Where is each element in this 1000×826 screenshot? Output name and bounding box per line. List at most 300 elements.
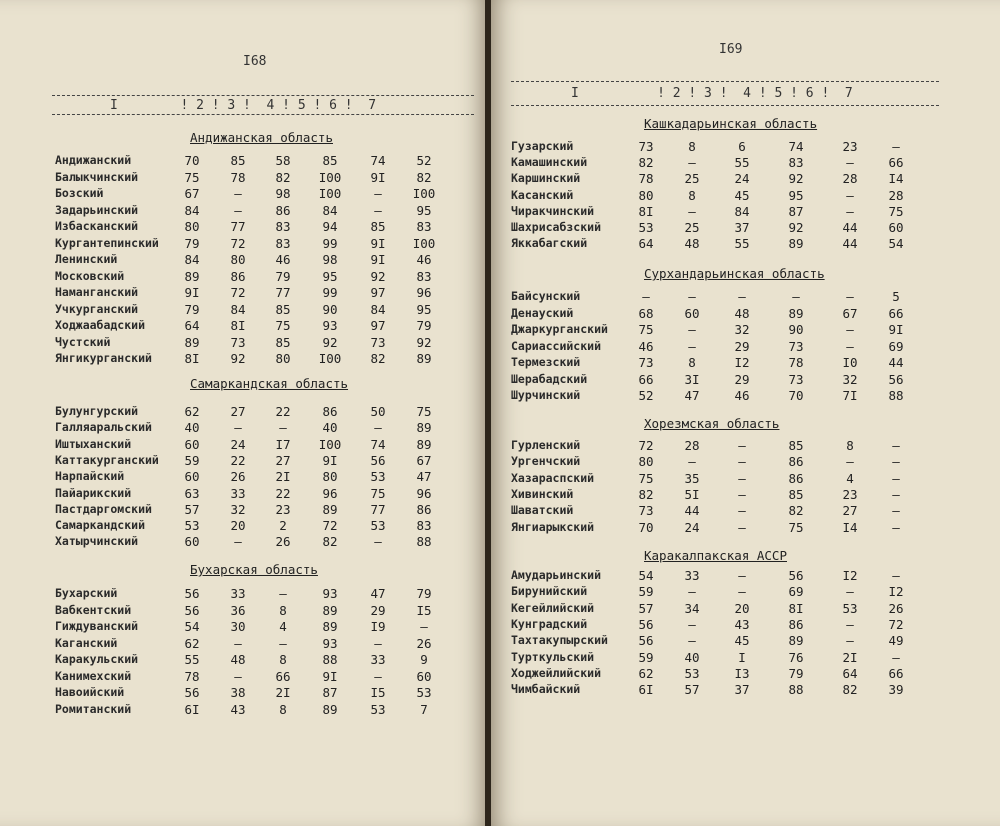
table-header: I ! 2 ! 3 ! 4 ! 5 ! 6 ! 7	[571, 86, 853, 101]
value-cell-col2: 55	[184, 652, 200, 667]
region-title: Каракалпакская АССР	[644, 548, 787, 563]
value-cell-col6: 7I	[842, 388, 858, 403]
page-number: I68	[243, 54, 267, 69]
value-cell-col3: 36	[230, 602, 246, 618]
value-cell-col7: 5	[892, 289, 900, 304]
value-cell-col2: 54	[184, 619, 200, 634]
value-cell-col7: –	[892, 519, 900, 535]
value-cell-col2: 56	[638, 616, 654, 632]
value-cell-col3: –	[234, 420, 242, 436]
value-cell-col2: 60	[184, 436, 200, 452]
district-name: Учкурганский	[55, 301, 139, 316]
value-cell-col4: 20	[734, 600, 750, 616]
value-cell-col4: –	[738, 470, 746, 486]
value-cell-col7: 46	[416, 252, 432, 267]
region-title: Бухарская область	[190, 562, 318, 577]
value-cell-col4: –	[279, 420, 287, 436]
district-name: Янгикурганский	[55, 351, 152, 365]
value-cell-col6: 29	[370, 602, 386, 618]
value-cell-col7: 89	[416, 420, 432, 436]
value-cell-col2: 8I	[638, 203, 654, 219]
value-cell-col2: 62	[184, 404, 200, 419]
value-cell-col3: 22	[230, 452, 246, 468]
value-cell-col4: 75	[275, 318, 291, 333]
value-cell-col4: 22	[275, 404, 291, 419]
value-cell-col2: 68	[638, 305, 654, 321]
value-cell-col3: –	[688, 322, 696, 337]
value-cell-col7: –	[892, 470, 900, 486]
value-cell-col2: 63	[184, 485, 200, 501]
value-cell-col4: 45	[734, 633, 750, 649]
value-cell-col2: 62	[184, 635, 200, 651]
value-cell-col5: 56	[788, 568, 804, 583]
value-cell-col7: I00	[412, 186, 436, 201]
value-cell-col7: 39	[888, 682, 904, 698]
value-cell-col2: 66	[638, 371, 654, 387]
value-cell-col6: –	[846, 633, 854, 649]
value-cell-col4: 37	[734, 220, 750, 235]
value-cell-col2: 73	[638, 139, 654, 154]
district-name: Пастдаргомский	[55, 501, 152, 516]
value-cell-col2: 60	[184, 469, 200, 485]
district-name: Каттакурганский	[55, 452, 159, 467]
value-cell-col5: 88	[788, 682, 804, 698]
value-cell-col4: –	[279, 586, 287, 601]
value-cell-col4: 8	[279, 602, 287, 618]
value-cell-col3: 72	[230, 285, 246, 300]
value-cell-col5: 9I	[322, 668, 338, 684]
value-cell-col4: –	[738, 519, 746, 535]
district-name: Кегейлийский	[511, 600, 595, 615]
value-cell-col3: 33	[230, 485, 246, 501]
district-name: Наманганский	[55, 285, 139, 299]
value-cell-col5: 84	[322, 202, 338, 218]
value-cell-col4: 8	[279, 652, 287, 667]
value-cell-col3: –	[688, 289, 696, 304]
district-name: Ромитанский	[55, 701, 132, 716]
value-cell-col6: 28	[842, 171, 858, 187]
value-cell-col6: 84	[370, 301, 386, 317]
value-cell-col7: 89	[416, 351, 432, 366]
value-cell-col2: 56	[184, 685, 200, 700]
value-cell-col6: 9I	[370, 235, 386, 251]
value-cell-col4: 37	[734, 682, 750, 698]
district-name: Кунградский	[511, 616, 588, 631]
value-cell-col6: –	[374, 668, 382, 684]
value-cell-col7: –	[892, 486, 900, 502]
value-cell-col6: I4	[842, 519, 858, 535]
district-name: Самаркандский	[55, 518, 146, 533]
district-name: Пайарикский	[55, 485, 132, 500]
value-cell-col7: 66	[888, 665, 904, 681]
value-cell-col2: 75	[184, 169, 200, 185]
value-cell-col5: 73	[788, 338, 804, 354]
district-name: Иштыханский	[55, 436, 132, 451]
value-cell-col2: 78	[184, 668, 200, 684]
value-cell-col4: 26	[275, 534, 291, 550]
value-cell-col2: –	[642, 289, 650, 304]
value-cell-col3: –	[688, 616, 696, 632]
value-cell-col5: 83	[788, 155, 804, 171]
value-cell-col5: 85	[788, 486, 804, 502]
value-cell-col3: 92	[230, 351, 246, 366]
value-cell-col7: –	[420, 619, 428, 634]
district-name: Хивинский	[511, 486, 574, 501]
value-cell-col7: 26	[888, 600, 904, 616]
value-cell-col5: 99	[322, 235, 338, 251]
value-cell-col5: 94	[322, 219, 338, 234]
value-cell-col4: 2	[279, 518, 287, 534]
header-rule-top	[511, 81, 939, 82]
value-cell-col5: 86	[788, 470, 804, 486]
value-cell-col2: 70	[184, 153, 200, 168]
value-cell-col2: 57	[638, 600, 654, 616]
value-cell-col3: 53	[684, 665, 700, 681]
district-name: Чимбайский	[511, 682, 581, 697]
value-cell-col6: 53	[370, 701, 386, 717]
value-cell-col7: 95	[416, 202, 432, 218]
value-cell-col2: 6I	[638, 682, 654, 698]
value-cell-col3: 25	[684, 171, 700, 187]
value-cell-col6: 33	[370, 652, 386, 667]
right-page	[491, 0, 1000, 826]
value-cell-col7: 7	[420, 701, 428, 717]
value-cell-col5: 69	[788, 584, 804, 600]
value-cell-col5: 92	[788, 171, 804, 187]
value-cell-col7: 44	[888, 355, 904, 370]
value-cell-col6: 53	[842, 600, 858, 616]
value-cell-col2: 70	[638, 519, 654, 535]
value-cell-col5: 98	[322, 252, 338, 267]
value-cell-col2: 56	[184, 586, 200, 601]
value-cell-col3: 34	[684, 600, 700, 616]
value-cell-col4: 29	[734, 371, 750, 387]
district-name: Кургантепинский	[55, 235, 159, 250]
value-cell-col4: 29	[734, 338, 750, 354]
value-cell-col3: 77	[230, 219, 246, 234]
value-cell-col5: 88	[322, 652, 338, 667]
value-cell-col7: I00	[412, 235, 436, 251]
value-cell-col2: 46	[638, 338, 654, 354]
value-cell-col5: 9I	[322, 452, 338, 468]
value-cell-col7: I2	[888, 584, 904, 600]
value-cell-col5: 74	[788, 139, 804, 154]
value-cell-col4: 22	[275, 485, 291, 501]
value-cell-col2: 64	[184, 318, 200, 333]
value-cell-col4: 2I	[275, 685, 291, 700]
value-cell-col6: 77	[370, 501, 386, 517]
district-name: Хазараспский	[511, 470, 595, 485]
value-cell-col5: 70	[788, 388, 804, 403]
value-cell-col6: –	[846, 187, 854, 203]
value-cell-col6: –	[846, 155, 854, 171]
value-cell-col7: 52	[416, 153, 432, 168]
value-cell-col6: –	[846, 338, 854, 354]
district-name: Ходжейлийский	[511, 665, 602, 680]
value-cell-col7: –	[892, 503, 900, 519]
value-cell-col5: 82	[322, 534, 338, 550]
value-cell-col6: 64	[842, 665, 858, 681]
value-cell-col7: 56	[888, 371, 904, 387]
value-cell-col3: 86	[230, 268, 246, 284]
district-name: Термезский	[511, 355, 581, 369]
value-cell-col2: 80	[638, 454, 654, 470]
district-name: Каракульский	[55, 652, 139, 666]
district-name: Шерабадский	[511, 371, 588, 386]
value-cell-col6: 27	[842, 503, 858, 519]
value-cell-col4: 46	[734, 388, 750, 403]
district-name: Тахтакупырский	[511, 633, 608, 648]
value-cell-col3: 35	[684, 470, 700, 486]
value-cell-col3: 48	[230, 652, 246, 667]
value-cell-col4: –	[738, 486, 746, 502]
value-cell-col7: 75	[416, 404, 432, 419]
district-name: Ходжаабадский	[55, 318, 146, 332]
value-cell-col2: 73	[638, 355, 654, 370]
value-cell-col6: 44	[842, 220, 858, 235]
value-cell-col5: 78	[788, 355, 804, 370]
value-cell-col5: 89	[788, 236, 804, 252]
value-cell-col6: 47	[370, 586, 386, 601]
value-cell-col7: 66	[888, 305, 904, 321]
district-name: Денауский	[511, 305, 574, 320]
district-name: Чиракчинский	[511, 203, 595, 218]
value-cell-col4: 79	[275, 268, 291, 284]
district-name: Шурчинский	[511, 388, 581, 402]
value-cell-col6: 75	[370, 485, 386, 501]
district-name: Задарьинский	[55, 202, 139, 217]
value-cell-col3: 8	[688, 187, 696, 203]
value-cell-col7: 83	[416, 518, 432, 534]
value-cell-col7: 9I	[888, 322, 904, 337]
value-cell-col3: 43	[230, 701, 246, 717]
value-cell-col6: 97	[370, 318, 386, 333]
value-cell-col2: 89	[184, 268, 200, 284]
value-cell-col7: 83	[416, 219, 432, 234]
value-cell-col5: 82	[788, 503, 804, 519]
value-cell-col7: 49	[888, 633, 904, 649]
value-cell-col5: 93	[322, 318, 338, 333]
district-name: Камашинский	[511, 155, 588, 170]
value-cell-col6: I9	[370, 619, 386, 634]
district-name: Каршинский	[511, 171, 581, 186]
value-cell-col3: 33	[230, 586, 246, 601]
value-cell-col5: 93	[322, 586, 338, 601]
value-cell-col7: 75	[888, 203, 904, 219]
value-cell-col3: 80	[230, 252, 246, 267]
district-name: Гурленский	[511, 438, 581, 452]
value-cell-col2: 67	[184, 186, 200, 201]
district-name: Касанский	[511, 187, 574, 202]
value-cell-col5: 72	[322, 518, 338, 534]
value-cell-col4: 2I	[275, 469, 291, 485]
value-cell-col4: –	[738, 454, 746, 470]
value-cell-col7: 92	[416, 334, 432, 350]
district-name: Избасканский	[55, 219, 139, 233]
district-name: Яккабагский	[511, 236, 588, 251]
value-cell-col6: –	[846, 203, 854, 219]
value-cell-col7: 28	[888, 187, 904, 203]
value-cell-col3: 44	[684, 503, 700, 519]
value-cell-col4: 77	[275, 285, 291, 300]
value-cell-col3: –	[234, 186, 242, 201]
value-cell-col4: 85	[275, 334, 291, 350]
value-cell-col2: 57	[184, 501, 200, 517]
district-name: Булунгурский	[55, 404, 139, 418]
value-cell-col6: 53	[370, 518, 386, 534]
value-cell-col7: 54	[888, 236, 904, 252]
value-cell-col7: 88	[416, 534, 432, 550]
header-rule-top	[52, 95, 474, 96]
value-cell-col3: 32	[230, 501, 246, 517]
value-cell-col2: 6I	[184, 701, 200, 717]
district-name: Сариассийский	[511, 338, 602, 353]
district-name: Чустский	[55, 334, 111, 349]
value-cell-col5: 95	[322, 268, 338, 284]
value-cell-col5: 89	[322, 602, 338, 618]
value-cell-col2: 84	[184, 202, 200, 218]
value-cell-col2: 75	[638, 322, 654, 337]
region-title: Андижанская область	[190, 130, 333, 145]
value-cell-col7: 79	[416, 586, 432, 601]
value-cell-col3: 26	[230, 469, 246, 485]
value-cell-col2: 79	[184, 235, 200, 251]
value-cell-col2: 84	[184, 252, 200, 267]
district-name: Шаватский	[511, 503, 574, 518]
value-cell-col6: 23	[842, 486, 858, 502]
header-rule-bottom	[52, 114, 474, 115]
value-cell-col7: I4	[888, 171, 904, 187]
district-name: Шахрисабзский	[511, 220, 602, 234]
region-title: Сурхандарьинская область	[644, 266, 825, 281]
value-cell-col5: 76	[788, 649, 804, 665]
value-cell-col3: 33	[684, 568, 700, 583]
value-cell-col7: –	[892, 454, 900, 470]
value-cell-col3: –	[234, 668, 242, 684]
value-cell-col2: 56	[638, 633, 654, 649]
district-name: Бирунийский	[511, 584, 588, 599]
value-cell-col7: 95	[416, 301, 432, 317]
value-cell-col6: 56	[370, 452, 386, 468]
district-name: Балыкчинский	[55, 169, 139, 184]
district-name: Галляаральский	[55, 420, 152, 435]
value-cell-col2: 78	[638, 171, 654, 187]
value-cell-col7: 89	[416, 436, 432, 452]
district-name: Ленинский	[55, 252, 118, 266]
region-title: Кашкадарьинская область	[644, 116, 818, 131]
district-name: Ургенчский	[511, 454, 581, 469]
value-cell-col4: 23	[275, 501, 291, 517]
value-cell-col3: 73	[230, 334, 246, 350]
value-cell-col5: I00	[318, 169, 342, 185]
region-title: Самаркандская область	[190, 376, 349, 391]
value-cell-col3: –	[688, 584, 696, 600]
value-cell-col6: –	[374, 420, 382, 436]
value-cell-col6: 9I	[370, 252, 386, 267]
value-cell-col2: 72	[638, 438, 654, 453]
value-cell-col5: I00	[318, 186, 342, 201]
value-cell-col4: 84	[734, 203, 750, 219]
value-cell-col5: 86	[788, 616, 804, 632]
value-cell-col7: 88	[888, 388, 904, 403]
district-name: Янгиарыкский	[511, 519, 595, 534]
value-cell-col4: 27	[275, 452, 291, 468]
value-cell-col6: 9I	[370, 169, 386, 185]
value-cell-col5: 87	[788, 203, 804, 219]
value-cell-col7: 72	[888, 616, 904, 632]
value-cell-col4: I2	[734, 355, 750, 370]
value-cell-col4: 86	[275, 202, 291, 218]
value-cell-col3: –	[688, 633, 696, 649]
value-cell-col3: 8	[688, 355, 696, 370]
value-cell-col3: 3I	[684, 371, 700, 387]
district-name: Нарпайский	[55, 469, 125, 484]
value-cell-col7: –	[892, 438, 900, 453]
district-name: Московский	[55, 268, 125, 283]
value-cell-col5: –	[792, 289, 800, 304]
value-cell-col6: –	[374, 202, 382, 218]
value-cell-col2: 80	[638, 187, 654, 203]
value-cell-col3: 47	[684, 388, 700, 403]
value-cell-col2: 8I	[184, 351, 200, 366]
value-cell-col5: 40	[322, 420, 338, 436]
value-cell-col6: 2I	[842, 649, 858, 665]
value-cell-col4: 82	[275, 169, 291, 185]
value-cell-col6: 53	[370, 469, 386, 485]
district-name: Вабкентский	[55, 602, 132, 617]
value-cell-col5: 89	[322, 701, 338, 717]
value-cell-col6: 50	[370, 404, 386, 419]
value-cell-col2: 59	[638, 649, 654, 665]
value-cell-col5: 89	[788, 633, 804, 649]
value-cell-col2: 80	[184, 219, 200, 234]
value-cell-col5: 73	[788, 371, 804, 387]
value-cell-col5: 93	[322, 635, 338, 651]
value-cell-col4: 24	[734, 171, 750, 187]
value-cell-col4: 46	[275, 252, 291, 267]
value-cell-col5: 75	[788, 519, 804, 535]
value-cell-col2: 52	[638, 388, 654, 403]
value-cell-col6: 23	[842, 139, 858, 154]
value-cell-col7: –	[892, 139, 900, 154]
value-cell-col3: –	[688, 454, 696, 470]
value-cell-col3: 78	[230, 169, 246, 185]
value-cell-col4: 8	[279, 701, 287, 717]
value-cell-col7: 67	[416, 452, 432, 468]
value-cell-col5: I00	[318, 351, 342, 366]
value-cell-col2: 59	[638, 584, 654, 600]
value-cell-col2: 9I	[184, 285, 200, 300]
value-cell-col3: 24	[684, 519, 700, 535]
value-cell-col6: I0	[842, 355, 858, 370]
value-cell-col4: I	[738, 649, 746, 665]
value-cell-col5: 89	[322, 619, 338, 634]
value-cell-col7: 79	[416, 318, 432, 333]
district-name: Байсунский	[511, 289, 581, 303]
value-cell-col3: 38	[230, 685, 246, 700]
value-cell-col3: –	[688, 203, 696, 219]
value-cell-col4: –	[738, 584, 746, 600]
value-cell-col4: –	[738, 503, 746, 519]
value-cell-col7: 66	[888, 155, 904, 171]
value-cell-col4: 4	[279, 619, 287, 634]
value-cell-col5: 99	[322, 285, 338, 300]
value-cell-col2: 60	[184, 534, 200, 550]
value-cell-col4: 83	[275, 235, 291, 251]
value-cell-col6: 92	[370, 268, 386, 284]
value-cell-col7: 96	[416, 485, 432, 501]
district-name: Амударьинский	[511, 568, 602, 582]
